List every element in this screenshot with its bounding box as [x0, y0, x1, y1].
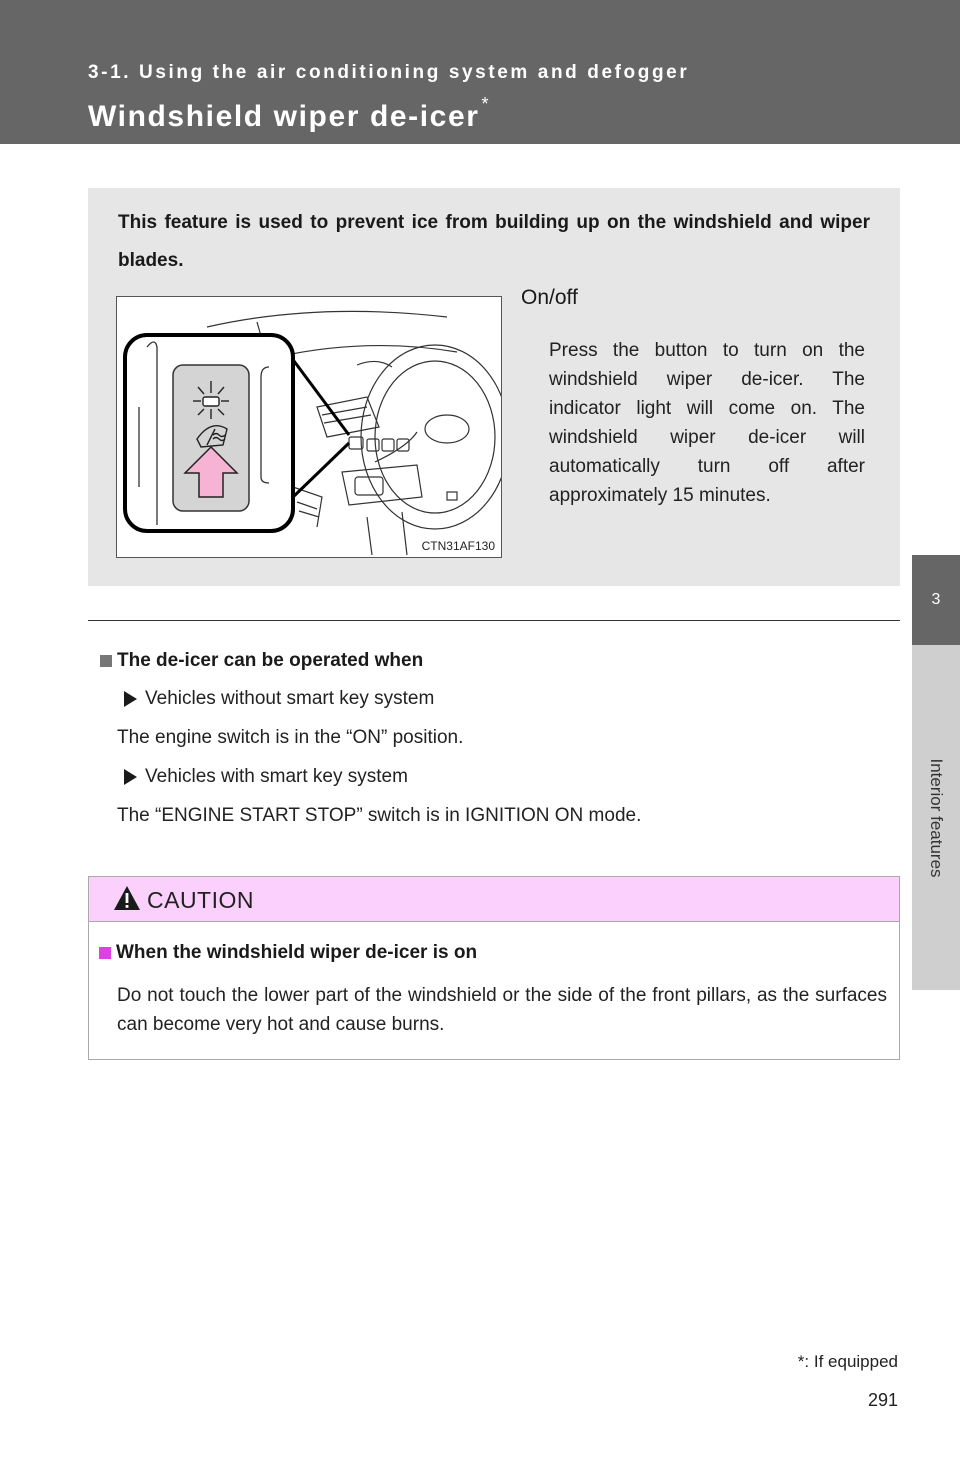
feature-intro: This feature is used to prevent ice from building up on the windshield and wiper blades. — [118, 212, 870, 271]
caution-title-bar — [89, 877, 899, 922]
bullet-square-icon — [100, 655, 112, 667]
caution-body: Do not touch the lower part of the windshield or the side of the front pillars, as the surfaces can become very hot and cause burns. — [117, 985, 887, 1035]
chapter-number-tab: 3 — [912, 555, 960, 645]
on-off-subhead: On/off — [521, 286, 578, 309]
caution-heading — [99, 942, 477, 964]
vehicle-condition-text: The “ENGINE START STOP” switch is in IGNITION ON mode. — [117, 805, 642, 826]
page-title — [88, 94, 491, 134]
vehicle-condition-text: The engine switch is in the “ON” position. — [117, 727, 464, 748]
dashboard-illustration — [116, 296, 502, 558]
footnote-text: : If equipped — [804, 1352, 898, 1371]
warning-triangle-icon — [112, 884, 142, 912]
triangle-bullet-icon — [124, 691, 137, 707]
page-title-text: Windshield wiper de-icer — [88, 100, 480, 133]
operation-conditions-heading-text: The de-icer can be operated when — [117, 650, 424, 671]
caution-heading-text: When the windshield wiper de-icer is on — [116, 942, 478, 963]
vehicle-type-label: Vehicles with smart key system — [145, 766, 408, 787]
page-header — [0, 0, 960, 144]
on-off-instructions: Press the button to turn on the windshield wiper de-icer. The indicator light will come on. The windshield wiper de-icer will automatically turn off after approximately 15 minutes. — [549, 340, 865, 506]
section-label: 3-1. Using the air conditioning system and defogger — [88, 62, 690, 83]
figure-code: CTN31AF130 — [421, 539, 495, 553]
caution-box — [88, 876, 900, 1060]
page-number: 291 — [867, 1390, 898, 1410]
footnote-marker: * — [797, 1352, 805, 1371]
vehicle-type-item — [124, 766, 408, 788]
bullet-square-icon — [99, 947, 111, 959]
chapter-label-tab — [912, 645, 960, 990]
chapter-label: Interior features — [927, 757, 946, 878]
triangle-bullet-icon — [124, 769, 137, 785]
section-divider — [88, 620, 900, 621]
vehicle-type-label: Vehicles without smart key system — [145, 688, 435, 709]
if-equipped-marker: * — [481, 94, 491, 114]
operation-conditions-heading — [100, 650, 423, 672]
dashboard-drawing — [117, 297, 501, 557]
caution-title: CAUTION — [147, 887, 254, 913]
footnote — [798, 1352, 898, 1372]
vehicle-type-item — [124, 688, 434, 710]
